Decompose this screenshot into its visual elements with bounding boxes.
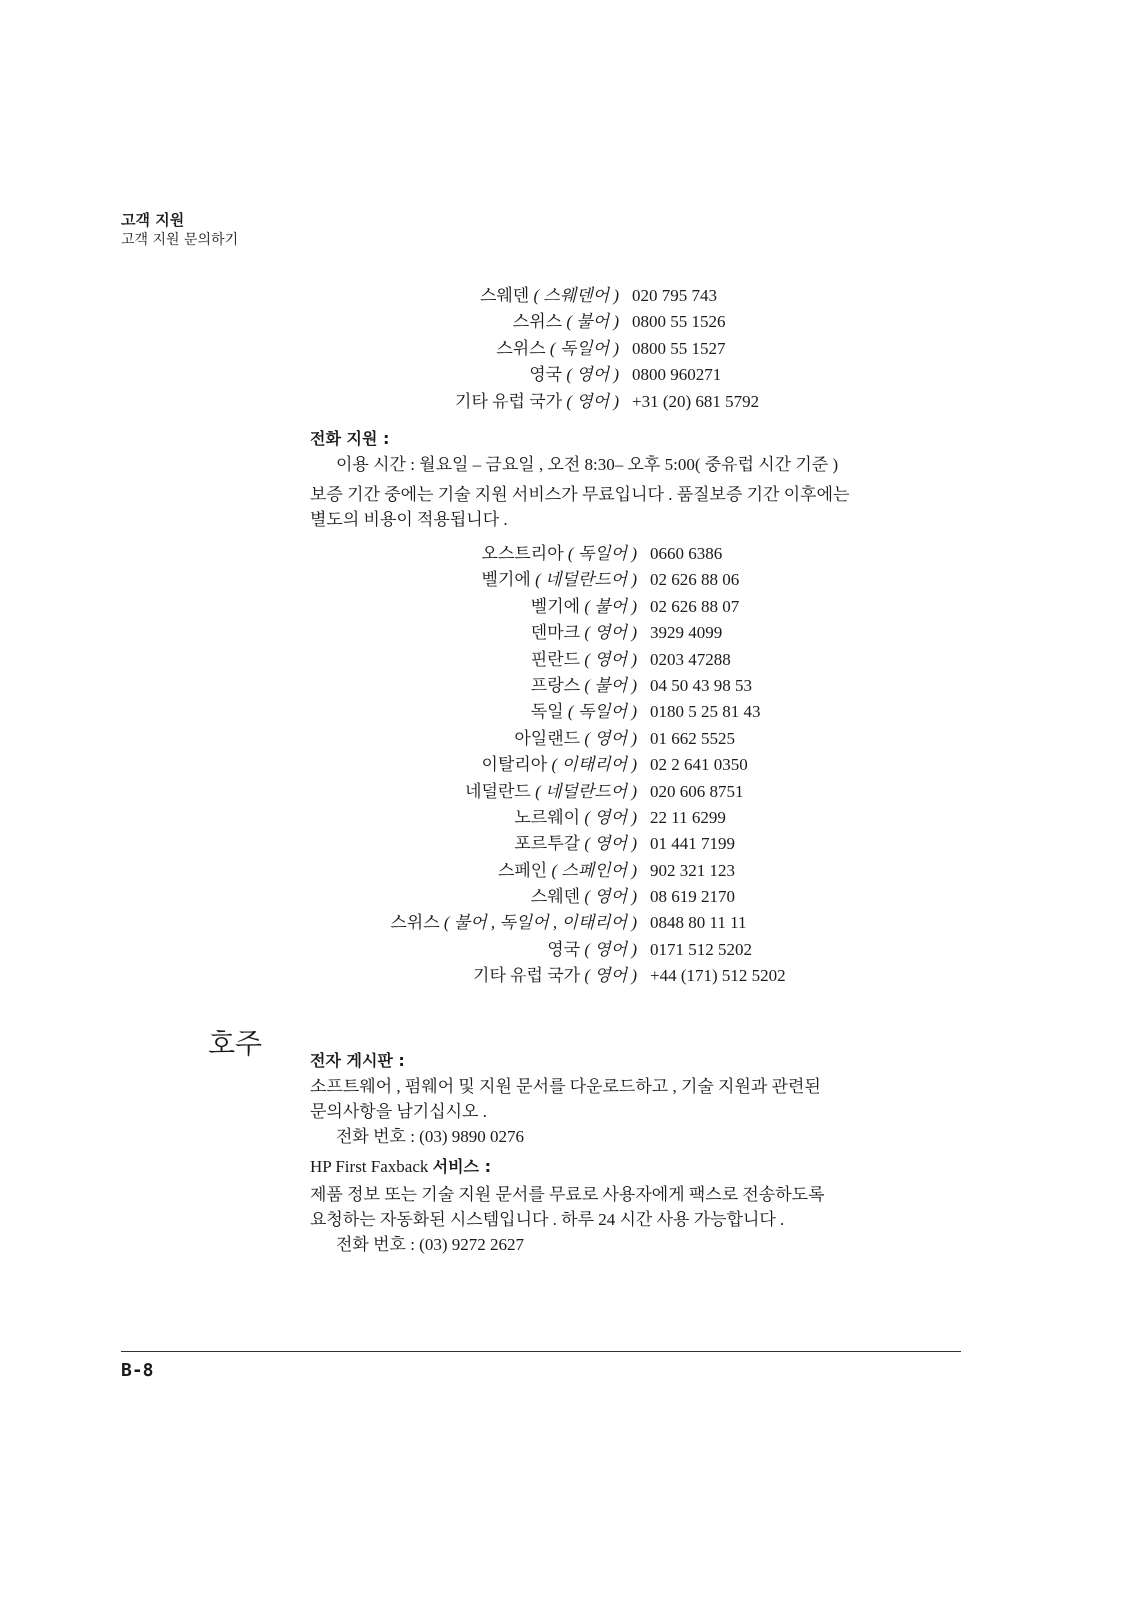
country-label bbox=[473, 963, 637, 989]
country-label bbox=[390, 910, 637, 936]
contact-row bbox=[0, 699, 1131, 725]
contact-row bbox=[0, 647, 1131, 673]
country-label bbox=[514, 805, 637, 831]
language: ( 이태리어 ) bbox=[551, 755, 637, 775]
phone-support-hours: 이용 시간 : 월요일 – 금요일 , 오전 8:30– 오후 5:00( 중유럽 시간 기준 ) bbox=[336, 455, 839, 474]
country-name: 스위스 bbox=[390, 913, 440, 933]
contact-row bbox=[0, 910, 1131, 936]
phone-number: 0800 960271 bbox=[632, 365, 722, 385]
country-label bbox=[531, 594, 637, 620]
faxback-heading-en: HP First Faxback bbox=[310, 1157, 433, 1176]
australia-heading: 호주 bbox=[208, 1027, 263, 1060]
country-name: 스위스 bbox=[512, 312, 563, 332]
phone-number: +31 (20) 681 5792 bbox=[632, 391, 760, 411]
phone-number: 0660 6386 bbox=[650, 544, 723, 563]
country-name: 핀란드 bbox=[530, 649, 581, 669]
country-name: 노르웨이 bbox=[514, 807, 581, 827]
language: ( 독일어 ) bbox=[567, 544, 637, 563]
phone-support-note bbox=[310, 482, 950, 532]
bbs-heading: 전자 게시판 : bbox=[310, 1051, 405, 1070]
country-label bbox=[529, 362, 619, 388]
phone-number: 0180 5 25 81 43 bbox=[650, 702, 761, 722]
phone-number: 0171 512 5202 bbox=[650, 939, 752, 959]
language: ( 영어 ) bbox=[584, 887, 637, 907]
language: ( 불어 ) bbox=[584, 596, 637, 616]
language: ( 영어 ) bbox=[584, 649, 637, 669]
phone-number: 0800 55 1527 bbox=[632, 338, 726, 358]
contact-row bbox=[0, 389, 1131, 415]
phone-number: 22 11 6299 bbox=[650, 807, 726, 827]
contact-row bbox=[0, 858, 1131, 884]
country-label bbox=[514, 831, 637, 857]
country-label bbox=[531, 647, 637, 673]
contact-row bbox=[0, 673, 1131, 699]
country-name: 영국 bbox=[547, 939, 581, 959]
country-name: 프랑스 bbox=[530, 675, 581, 695]
language: ( 영어 ) bbox=[566, 391, 619, 411]
country-name: 벨기에 bbox=[530, 596, 581, 616]
language: ( 불어 , 독일어 , 이태리어 ) bbox=[443, 913, 637, 933]
phone-number: 902 321 123 bbox=[650, 860, 735, 880]
contact-row bbox=[0, 726, 1131, 752]
contact-row bbox=[0, 937, 1131, 963]
contact-row bbox=[0, 362, 1131, 388]
country-label bbox=[498, 858, 637, 884]
phone-number: 08 619 2170 bbox=[650, 887, 735, 907]
language: ( 영어 ) bbox=[584, 728, 637, 748]
country-name: 덴마크 bbox=[530, 623, 581, 643]
page-number: B-8 bbox=[121, 1360, 154, 1381]
phone-number: 020 606 8751 bbox=[650, 781, 744, 801]
phone-number: 3929 4099 bbox=[650, 623, 723, 643]
country-name: 아일랜드 bbox=[514, 728, 581, 748]
phone-number: 02 2 641 0350 bbox=[650, 755, 748, 775]
country-name: 스페인 bbox=[497, 860, 548, 880]
country-label bbox=[531, 620, 637, 646]
note-line: 별도의 비용이 적용됩니다 . bbox=[310, 510, 508, 529]
country-name: 이탈리아 bbox=[481, 755, 548, 775]
language: ( 불어 ) bbox=[584, 675, 637, 695]
phone-number: 02 626 88 07 bbox=[650, 596, 740, 616]
phone-support-heading: 전화 지원 : bbox=[310, 429, 390, 448]
phone-number: 020 795 743 bbox=[632, 286, 717, 305]
phone-support-table bbox=[0, 541, 1131, 990]
language: ( 영어 ) bbox=[584, 939, 637, 959]
country-label bbox=[496, 336, 619, 362]
contact-row bbox=[0, 884, 1131, 910]
country-name: 기타 유럽 국가 bbox=[473, 966, 581, 986]
language: ( 영어 ) bbox=[584, 834, 637, 854]
country-label bbox=[480, 283, 619, 309]
country-name: 스웨덴 bbox=[479, 286, 530, 305]
country-label bbox=[531, 673, 637, 699]
country-name: 포르투갈 bbox=[514, 834, 581, 854]
contact-row bbox=[0, 541, 1131, 567]
country-label bbox=[455, 389, 619, 415]
country-label bbox=[514, 726, 637, 752]
country-name: 영국 bbox=[529, 365, 563, 385]
faxback-heading-ko: 서비스 : bbox=[432, 1157, 491, 1176]
language: ( 스웨덴어 ) bbox=[533, 286, 619, 305]
contact-row bbox=[0, 805, 1131, 831]
country-name: 오스트리아 bbox=[481, 544, 564, 563]
language: ( 영어 ) bbox=[566, 365, 619, 385]
contact-row bbox=[0, 594, 1131, 620]
contact-row bbox=[0, 336, 1131, 362]
phone-number: +44 (171) 512 5202 bbox=[650, 966, 786, 986]
contact-row bbox=[0, 779, 1131, 805]
bbs-line: 문의사항을 남기십시오 . bbox=[310, 1102, 487, 1121]
country-name: 네덜란드 bbox=[465, 781, 531, 801]
language: ( 독일어 ) bbox=[567, 702, 637, 722]
country-name: 스위스 bbox=[496, 338, 546, 358]
country-label bbox=[531, 884, 637, 910]
language: ( 불어 ) bbox=[566, 312, 619, 332]
contact-row bbox=[0, 963, 1131, 989]
country-label bbox=[482, 752, 637, 778]
phone-number: 01 441 7199 bbox=[650, 834, 735, 854]
phone-number: 04 50 43 98 53 bbox=[650, 675, 752, 695]
language: ( 네덜란드어 ) bbox=[535, 781, 637, 801]
faxback-phone: 전화 번호 : (03) 9272 2627 bbox=[336, 1235, 524, 1254]
faxback-heading bbox=[310, 1154, 950, 1179]
phone-number: 01 662 5525 bbox=[650, 728, 735, 748]
country-label bbox=[531, 699, 637, 725]
contact-row bbox=[0, 567, 1131, 593]
language: ( 영어 ) bbox=[584, 966, 637, 986]
language: ( 네덜란드어 ) bbox=[535, 570, 637, 590]
country-name: 스웨덴 bbox=[530, 887, 581, 907]
country-name: 벨기에 bbox=[481, 570, 531, 590]
fax-line: 요청하는 자동화된 시스템입니다 . 하루 24 시간 사용 가능합니다 . bbox=[310, 1210, 785, 1229]
bulletin-contact-table bbox=[0, 283, 1131, 415]
fax-line: 제품 정보 또는 기술 지원 문서를 무료로 사용자에게 팩스로 전송하도록 bbox=[310, 1185, 825, 1204]
language: ( 영어 ) bbox=[584, 623, 637, 643]
running-header bbox=[121, 210, 238, 250]
language: ( 스페인어 ) bbox=[551, 860, 637, 880]
bbs-line: 소프트웨어 , 펌웨어 및 지원 문서를 다운로드하고 , 기술 지원과 관련된 bbox=[310, 1077, 821, 1096]
note-line: 보증 기간 중에는 기술 지원 서비스가 무료입니다 . 품질보증 기간 이후에는 bbox=[310, 485, 850, 504]
section-title: 고객 지원 문의하기 bbox=[121, 232, 239, 248]
phone-number: 0203 47288 bbox=[650, 649, 731, 669]
contact-row bbox=[0, 283, 1131, 309]
footer-divider bbox=[121, 1351, 961, 1352]
contact-row bbox=[0, 309, 1131, 335]
contact-row bbox=[0, 831, 1131, 857]
country-label bbox=[482, 567, 637, 593]
phone-number: 0848 80 11 11 bbox=[650, 913, 747, 933]
language: ( 독일어 ) bbox=[549, 338, 619, 358]
country-label bbox=[513, 309, 619, 335]
country-name: 기타 유럽 국가 bbox=[455, 391, 563, 411]
phone-number: 0800 55 1526 bbox=[632, 312, 726, 332]
language: ( 영어 ) bbox=[584, 807, 637, 827]
country-label bbox=[465, 779, 637, 805]
faxback-description bbox=[310, 1182, 950, 1232]
chapter-title: 고객 지원 bbox=[121, 211, 185, 229]
country-label bbox=[547, 937, 637, 963]
country-name: 독일 bbox=[530, 702, 564, 722]
bbs-phone: 전화 번호 : (03) 9890 0276 bbox=[336, 1127, 524, 1146]
country-label bbox=[482, 541, 637, 567]
contact-row bbox=[0, 620, 1131, 646]
contact-row bbox=[0, 752, 1131, 778]
phone-number: 02 626 88 06 bbox=[650, 570, 740, 590]
bbs-description bbox=[310, 1074, 950, 1124]
